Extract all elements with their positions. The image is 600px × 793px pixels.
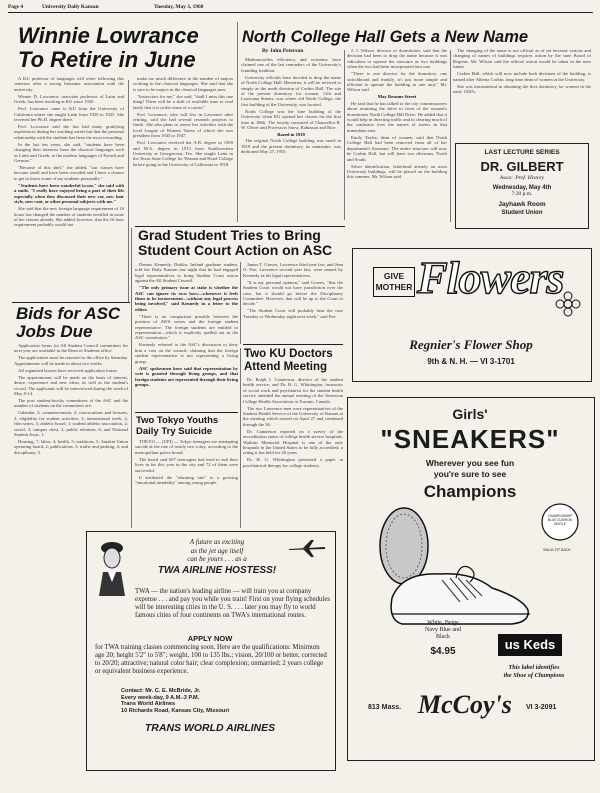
sneaker-shoe-icon [391, 574, 528, 624]
paragraph: "The Student Court will probably hear the case Tuesday or Wednesday night next week," said Poe. [243, 308, 343, 319]
mccoys-footer [348, 690, 592, 730]
sneakers-title: "SNEAKERS" [380, 424, 560, 454]
paragraph: Silver identification, letterhead already on most University buildings, will be placed on the building this summer, Mr. Wilson said. [347, 163, 447, 180]
subhead: Razed in 1919 [277, 132, 305, 138]
twa-apply: APPLY NOW [187, 634, 233, 643]
paragraph: She was instrumental in obtaining the first dormitory for women in the early 1920's. [453, 83, 591, 95]
paragraph: "There is one director for the dormitory, one switchboard and frankly, it's just more simple and efficient to operate the building as one unit," Mr. Wilson said. [347, 71, 447, 93]
doctors-headline: Two KU Doctors Attend Meeting [244, 348, 333, 373]
paragraph: The original North College building was razed in 1919 and the present dormitory, its namesake, was dedicated May 27, 1955. [241, 138, 341, 155]
twa-footer: TRANS WORLD AIRLINES [144, 722, 276, 734]
paragraph: Mademoiselles efficiency and economy have claimed one of the last reminders of the University's founding tradition. [241, 57, 341, 73]
contact-line: 10 Richards Road, Kansas City, Missouri [121, 707, 230, 714]
twa-intro-line: as the jet age itself [190, 546, 244, 555]
twa-title: TWA AIRLINE HOSTESS! [157, 565, 277, 576]
grad-col-1 [135, 262, 238, 410]
lecture-time: 7:30 p.m. [511, 191, 533, 197]
keds-label-note [484, 664, 584, 679]
north-col-3 [453, 48, 591, 140]
store-name: McCoy's [418, 690, 512, 719]
paragraph: Prof. Lowrance, who will live in Lawrence after retiring, said she had several research projects to finish. She also plans to renew her activities with the local League of Women Voters of which she was president from 1945 to 1947. [133, 111, 233, 139]
flower-shop-name: Regnier's Flower Shop [409, 337, 533, 352]
flower-shop-ad [352, 248, 592, 382]
lowrance-body [14, 76, 124, 302]
mother-label: MOTHER [375, 282, 413, 292]
last-lecture-ad [455, 143, 589, 229]
color-line: White, Beige [427, 620, 459, 626]
twa-contact [121, 688, 301, 714]
give-label: GIVE [383, 271, 405, 281]
give-mother-badge [373, 267, 415, 297]
bids-body [14, 343, 128, 527]
contact-line: Contact: Mr. C. E. McBride, Jr. [121, 688, 201, 694]
sneakers-colors [398, 620, 488, 641]
tokyo-headline: Two Tokyo Youths Daily Try Suicide [136, 415, 219, 437]
twa-body: TWA — the nation's leading airline — will train you at company expense . . . and pay you while you train! First on your flying schedules will be interesting cities in the U. S. . . . later you may fly to world famous cities of four continents on TWA's international routes. [135, 588, 330, 619]
paragraph: Corbin Hall, which will now include both divisions of the building, is named after Alberta Corbin, long time dean of women at the University. [453, 71, 591, 82]
color-line: Black [436, 634, 450, 640]
twa-hostess-ad [86, 531, 336, 771]
label-line: the Shoe of Champions [503, 671, 565, 679]
keds-logo: us Keds [498, 634, 562, 656]
flower-ornament-icon [553, 289, 583, 319]
paragraph: "Students have been wonderful to me," she said with a smile. "I really have enjoyed being a part of their life especially when they discussed their new car, new hair style, new coat, or other personal subjects with me." [14, 182, 124, 205]
sneakers-girls: Girls' [452, 406, 488, 422]
page-number: Page 4 [8, 4, 24, 10]
paragraph: Emily Taylor, dean of women, said that North College Hall had been removed from all of her department's literature. The entire structure will now be Corbin Hall, but will have two divisions, North and South. [347, 134, 447, 162]
sneakers-champions: Champions [423, 482, 517, 501]
paragraph: Winnie D. Lowrance, associate professor of Latin and Greek, has been teaching at KU since 1920. [14, 93, 124, 105]
paragraph: "The only primary issue at stake is whether the ASC can ignore its own laws—whenever it feels them to be inconvenient—without any legal process being involved," said Kennedy in a letter to the editor. [135, 285, 238, 312]
paragraph: Dr. Ralph I. Canuteson, director of the student health service, and Dr. H. G. Whittington, instructor of social work and psychiatrist for the student health service attended the annual meeting of the American College Health Association in Toronto, Canada. [243, 377, 343, 404]
paragraph: ASC spokesmen have said that representation by vote is granted through living groups, and that foreign students are represented through their living groups. [135, 365, 238, 387]
twa-intro-line: A future as exciting [189, 538, 245, 546]
issue-date: Tuesday, May 3, 1960 [154, 4, 204, 10]
paragraph: "Instructors for me," she said, "shall I miss this one thing! There will be a shift of available time to read lately that it is in the sense of a career." [133, 93, 233, 110]
paragraph: "Because of this shift," she added, "our classes have become small and have been crowded and I have a chance to get to know some of my students personally." [14, 165, 124, 181]
sneaker-sole-icon [380, 508, 428, 584]
paragraph: Dr. H. G. Whittington presented a paper in psychiatrical therapy for college students. [243, 457, 343, 468]
paragraph: "It is my personal opinion," said Graves, "that the Student Court would not have jurisdiction over the case, but it should go before the Disciplinary Committee. However, that will be up to the Court to decide." [243, 279, 343, 307]
paragraph: The appointments will be made on the basis of interest, desire, experience and new ideas, as well as the student's record. The applicants will be interviewed during the week of May 8-14. [14, 374, 128, 397]
lecture-role: Assoc. Prof. History [499, 175, 545, 181]
paragraph: Application forms for All Student Council committees for next year are available in the Dean of Students office. [14, 343, 128, 354]
hostess-portrait-icon [93, 538, 131, 598]
paragraph: All organized houses have received application forms. [18, 367, 118, 373]
color-line: Navy Blue and [425, 627, 461, 633]
north-byline: By John Peterson [262, 48, 304, 54]
paragraph: Prof. Lowrance said she has had many gratifying experiences during her teaching career but that the personal relationship with the students has been the most rewarding. [14, 124, 124, 140]
label-line: This label identifies [508, 664, 560, 671]
paragraph: Prof. Lowrance came to KU from the University of California where she taught Latin from 1920 to 1925. She received her Ph.D. degree there. [14, 106, 124, 123]
flower-shop-address: 9th & N. H. — VI 3-1701 [427, 357, 515, 366]
doctors-body [243, 377, 343, 527]
paragraph: The post student-faculty committees of the ASC and the number of students on the committees are: [14, 398, 128, 409]
paragraph: The applications must be returned to the office by Saturday. Appointments will be made in about two weeks. [14, 355, 128, 366]
subhead: May Resume Street [377, 94, 417, 100]
flowers-script: Flowers [417, 252, 564, 303]
paragraph: Kennedy referred to the ASC's discussion to deny him a vote on the council, claiming that the foreign student representative is not representing a living group. [135, 342, 238, 364]
paragraph: Prof. Lowrance received her A.B. degree in 1909 and M.A. degree in 1913 from Southwestern University at Georgetown, Tex. She taught Latin in the Texas State College for Women and Hood College before going to the University of California in 1918. [133, 140, 233, 167]
paragraph: James T. Graves, Lawrence third year law, and Jean O. Poe, Lawrence second year law, were named by Kennedy as his legal representatives. [243, 262, 343, 278]
twa-qualifications: for TWA training classes commencing soon. Here are the qualifications: Minimum age 20; height 5'2" to 5'8"; weight, 100 to 135 lbs.; vision, 20/100 or better, corrected to 20/20; attractive; natural color hair; clear complexion; unmarried; 2 years college or equivalent business experience. [95, 644, 327, 675]
sneakers-tagline [348, 458, 592, 480]
tokyo-body [135, 439, 238, 527]
lowrance-headline: Winnie Lowrance To Retire in June [18, 23, 199, 72]
store-address: 813 Mass. [368, 704, 402, 711]
sneaker-illustration [362, 502, 542, 632]
north-col-1 [241, 57, 341, 221]
lecture-date: Wednesday, May 4th [492, 185, 552, 191]
masthead [8, 4, 593, 12]
sneakers-price: $4.95 [430, 646, 456, 657]
paragraph: Calendar, 2; commencement, 2; convocations and lectures, 3; eligibility for student activities, 3; international week, 2; film series, 3; athletic board, 1; student athletic association, 2; social, 3; campus chest, 2; public relations, 6; and National Student Assn., 1. [14, 410, 128, 438]
contact-line: Trans World Airlines [121, 701, 176, 708]
paragraph: Housing, 7; labor, 4; health, 5; traditions, 5; Student Union operating board, 2; publications, 5; traffic and parking, 4; and disciplinary, 3. [14, 439, 128, 455]
grad-student-headline: Grad Student Tries to Bring Student Court Action on ASC [138, 227, 333, 258]
twa-intro [147, 538, 287, 564]
paragraph: In the last ten years, she said, "students have been changing their interests from the classical languages such as Latin and Greek, to the modern languages of French and German." [14, 141, 124, 164]
paragraph: Dennis Kennedy, Dublin, Ireland graduate student, told the Daily Kansan last night that he had engaged legal representatives to bring Student Court action against the All Student Council. [135, 262, 238, 284]
paragraph: The two Lawrence men were representatives of the Student Health Service of the University of Kansas at the meeting which started on April 27 and continued through the 30. [243, 405, 343, 427]
sneakers-ad [347, 397, 595, 761]
twa-intro-line: can be yours . . . as a [187, 555, 247, 563]
airplane-icon [287, 538, 327, 558]
paper-name: University Daily Kansan [42, 4, 99, 10]
bids-headline: Bids for ASC Jobs Due [16, 304, 121, 341]
store-phone: VI 3-2091 [526, 704, 557, 711]
paragraph: Dr. Canuteson reported on a survey of the accreditation status of college health service hospitals. Watkins Memorial Hospital is one of the only hospitals in the United States to be fully accredited, a rating it has held for 20 years. [243, 428, 343, 456]
paragraph: The board said 697 teen-agers had tried to end their lives in far this year in the city and 72 of them were successful. [135, 456, 238, 473]
paragraph: She said that the new foreign language requirement of 16 hours has changed the number of students enrolled in some of her classes already. She added, however, that the 16 hour requirement probably would not [14, 206, 124, 228]
tagline-line: you're sure to see [433, 469, 507, 479]
paragraph: North College was the lone building of the University when KU opened her classes for the first time in 1866. The faculty consisted of Chancellor R. W. Oliver and Professors Snow, Robinson and Rice. [241, 108, 341, 131]
paragraph: He said that he has talked to the city commissioners about resuming the drive in front of the women's dormitories North College Hill Drive. He added that it would help in directing traffic and in clearing much of the confusion over the names of streets in that immediate area. [347, 100, 447, 133]
paragraph: make too much difference in the number of majors working in the classical languages. She said that she is sure to be majors in the classical languages now. [133, 76, 233, 92]
paragraph: The changing of the name is not official as of yet because various and changing of names of buildings requires action by the state Board of Regents. Mr. Wilson said the official action would be taken in the near future. [453, 48, 591, 70]
north-college-headline: North College Hall Gets a New Name [242, 28, 529, 46]
paragraph: It attributed the "alarming rate" to a growing "emotional instability" among young people. [135, 474, 238, 486]
contact-line: Every week-day, 9 A.M.-3 P.M. [121, 694, 200, 701]
snug-fit-label: SNUG-FIT BACK [543, 548, 571, 552]
paragraph: "There is no comparison possible between the position of AWS voters and the foreign student representative. The foreign students are entitled to representation—which is explicitly spelled out in the ASC constitution." [135, 313, 238, 341]
grad-col-2 [243, 262, 343, 342]
lecture-venue: Student Union [501, 210, 543, 216]
tagline-line: Wherever you see fun [425, 458, 515, 468]
championship-badge-text: CHAMPIONSHIP BLUE CUSHION INSOLE [547, 514, 573, 526]
paragraph: TOKYO — (UPI) — Tokyo teenagers are attempting suicide at the rate of nearly two a day, according to the metropolitan police board. [135, 439, 238, 455]
paragraph: A KU professor of languages will retire following this semester after a strong literature association with the university. [14, 76, 124, 92]
lecture-series-title: LAST LECTURE SERIES [484, 149, 560, 156]
lecture-place: Jayhawk Room [498, 201, 546, 208]
paragraph: University officials have decided to drop the name of North College Hall. Hereafter, it will be referred to simply as the north division of Corbin Hall. The site of the present dormitory for women, 11th and Louisiana Streets, was where old North College, the first building of the University, was located. [241, 74, 341, 107]
paragraph: J. J. Wilson, director of dormitories, said that the decision had been to drop the name because it was ridiculous to operate the structure as two buildings when the two had been incorporated into one. [347, 48, 447, 70]
north-col-2 [347, 48, 447, 224]
lecture-speaker: DR. GILBERT [480, 159, 564, 174]
lowrance-continued [133, 76, 233, 224]
